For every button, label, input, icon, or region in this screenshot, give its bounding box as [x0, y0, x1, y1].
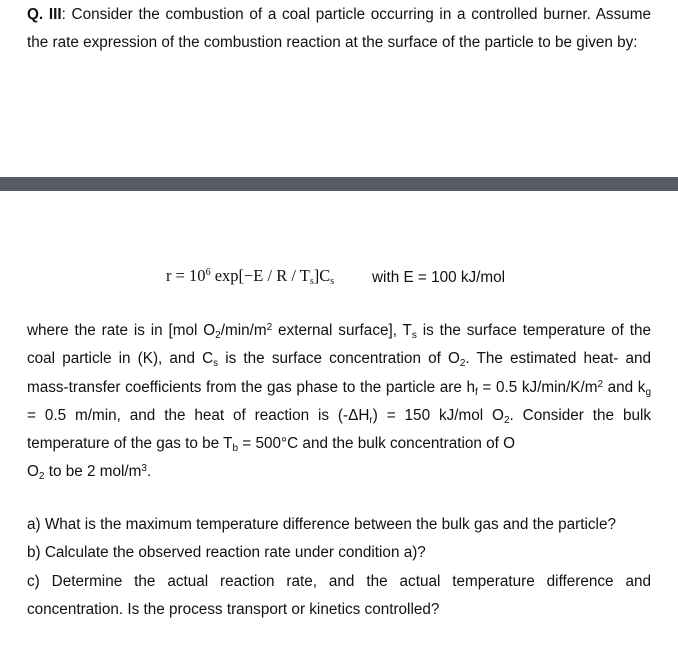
text-seg: and k — [603, 378, 646, 396]
formula-sub-ts: s — [309, 276, 314, 287]
sub: s — [213, 358, 219, 370]
sub: f — [475, 386, 478, 398]
sub-questions — [27, 511, 651, 624]
formula-mid: exp[−E / R / T — [210, 266, 310, 285]
sub-question-a: a) What is the maximum temperature difference between the bulk gas and the particle? — [27, 516, 616, 533]
sub: s — [411, 330, 417, 341]
activation-energy: with E = 100 kJ/mol — [372, 269, 506, 286]
sup: 3 — [141, 463, 147, 475]
sub: 2 — [215, 330, 221, 341]
question-intro — [27, 1, 651, 58]
formula-lhs: r = 10 — [166, 266, 206, 285]
formula-end: ]C — [313, 266, 331, 285]
question-label: Q. III — [27, 6, 62, 23]
text-seg: is the surface temperature of the coal particle in (K), and C — [27, 322, 651, 368]
text-seg: = 0.5 kJ/min/K/m — [477, 378, 598, 396]
sub: b — [232, 443, 239, 455]
text-seg: to be 2 mol/m — [44, 463, 142, 481]
sub: g — [645, 386, 652, 398]
text-seg: = 0.5 m/min, and the heat of reaction is (-ΔH — [27, 406, 370, 424]
sub: 2 — [38, 471, 45, 483]
text-seg: . Consider the bulk temperature of the gas to be T — [27, 406, 652, 453]
sub: r — [369, 414, 373, 426]
text-seg: /min/m — [220, 322, 267, 339]
text-seg: . The estimated heat- and mass-transfer coefficients from the gas phase to the particle are h — [27, 350, 651, 396]
sub-question-c: c) Determine the actual reaction rate, and the actual temperature difference and concentration. Is the process transport or kinetics controlled? — [27, 572, 651, 618]
sub: 2 — [459, 358, 466, 370]
text-seg: . — [146, 463, 152, 481]
problem-statement — [27, 317, 651, 487]
text-seg: where the rate is in [mol O — [27, 322, 216, 339]
formula-sub-cs: s — [330, 276, 335, 287]
text-seg-o2: O — [27, 463, 39, 481]
formula-exponent: 6 — [205, 267, 211, 278]
sub-question-b: b) Calculate the observed reaction rate under condition a)? — [27, 544, 426, 562]
text-seg: ) = 150 kJ/mol O — [372, 406, 504, 424]
text-seg: = 500°C and the bulk concentration of O — [238, 435, 516, 453]
divider-bar — [0, 177, 678, 191]
question-intro-text: : Consider the combustion of a coal particle occurring in a controlled burner. Assume the rate expression of the combustion reaction at the surface of the particle to be given by: — [27, 6, 651, 52]
text-seg: external surface], T — [272, 322, 412, 339]
equation-row — [0, 266, 678, 294]
rate-expression — [166, 266, 334, 287]
sub: 2 — [503, 414, 510, 426]
text-seg: is the surface concentration of O — [218, 350, 460, 368]
sup: 2 — [266, 322, 273, 333]
sup: 2 — [597, 378, 604, 390]
